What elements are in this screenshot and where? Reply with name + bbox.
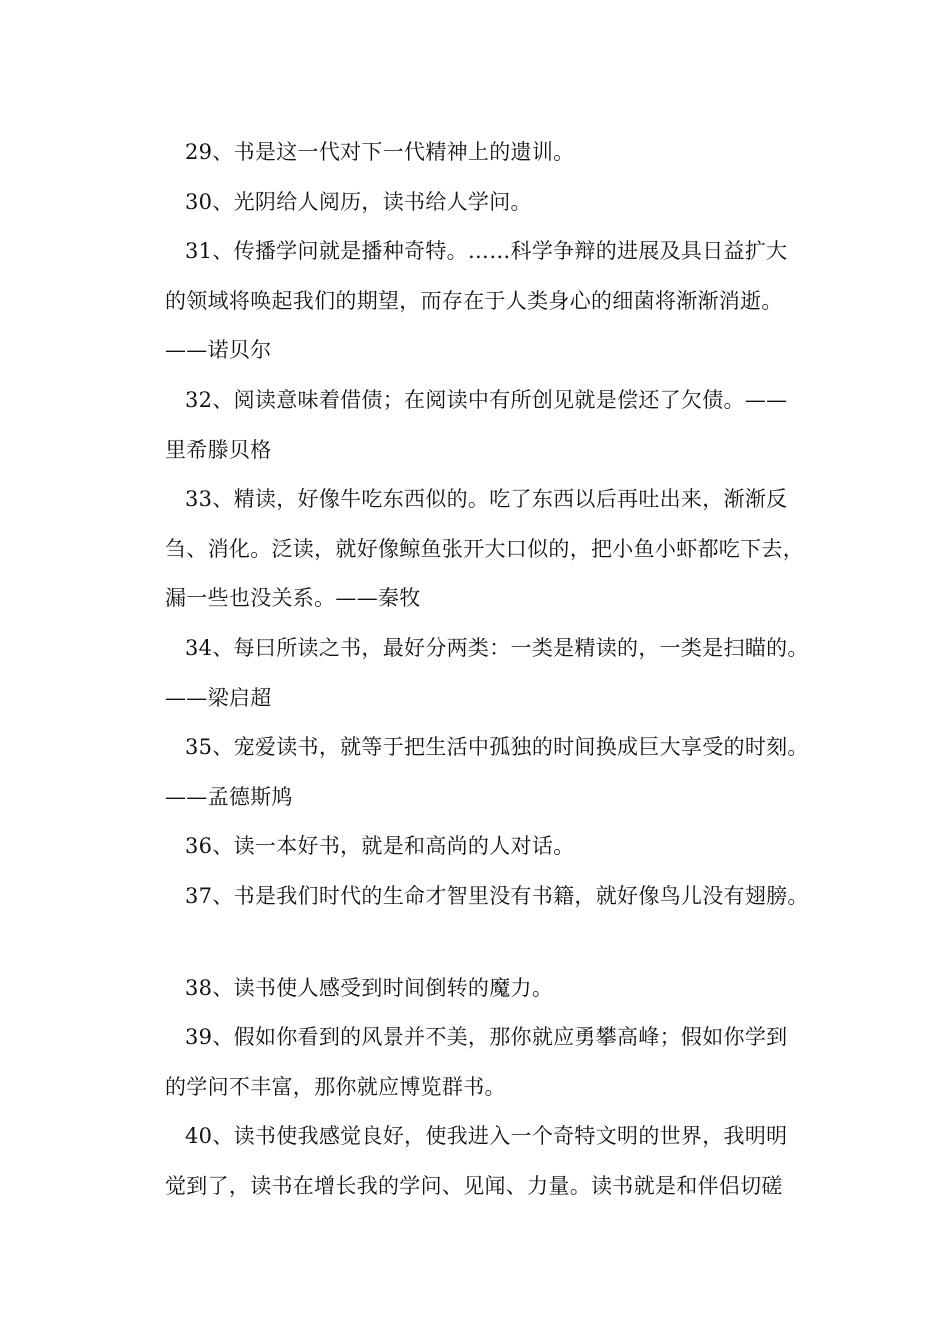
paragraph-line: 35、宠爱读书，就等于把生活中孤独的时间换成巨大享受的时刻。 (185, 735, 809, 760)
paragraph-line: 32、阅读意味着借债；在阅读中有所创见就是偿还了欠债。—— (185, 387, 788, 412)
paragraph-line: 34、每曰所读之书，最好分两类：一类是精读的，一类是扫瞄的。 (185, 635, 809, 660)
paragraph-39 (145, 1013, 813, 1112)
paragraph-line: 觉到了，读书在增长我的学问、见闻、力量。读书就是和伴侣切磋 (165, 1173, 783, 1198)
paragraph-line: 31、传播学问就是播种奇特。……科学争辩的进展及具日益扩大 (185, 239, 788, 264)
paragraph-line: 36、读一本好书，就是和高尚的人对话。 (185, 834, 575, 859)
paragraph-gap (145, 922, 813, 964)
paragraph-40 (145, 1112, 813, 1211)
paragraph-29 (145, 128, 813, 178)
paragraph-38 (145, 964, 813, 1014)
paragraph-line: 38、读书使人感受到时间倒转的魔力。 (185, 975, 554, 1000)
paragraph-line: 40、读书使我感觉良好，使我进入一个奇特文明的世界，我明明 (185, 1124, 788, 1149)
paragraph-line: 37、书是我们时代的生命才智里没有书籍，就好像鸟儿没有翅膀。 (185, 883, 809, 908)
paragraph-line: ——梁启超 (165, 685, 272, 710)
paragraph-37 (145, 872, 813, 922)
paragraph-34 (145, 624, 813, 723)
paragraph-line: ——诺贝尔 (165, 338, 272, 363)
paragraph-31 (145, 227, 813, 376)
paragraph-36 (145, 822, 813, 872)
paragraph-line: 39、假如你看到的风景并不美，那你就应勇攀高峰；假如你学到 (185, 1025, 788, 1050)
paragraph-line: 29、书是这一代对下一代精神上的遗训。 (185, 140, 575, 164)
paragraph-33 (145, 475, 813, 624)
paragraph-30 (145, 178, 813, 228)
paragraph-line: 的领域将唤起我们的期望，而存在于人类身心的细菌将渐渐消逝。 (165, 288, 783, 313)
document-body (145, 128, 813, 1211)
paragraph-line: 30、光阴给人阅历，读书给人学问。 (185, 189, 532, 214)
paragraph-35 (145, 723, 813, 822)
paragraph-line: 漏一些也没关系。——秦牧 (165, 586, 421, 611)
paragraph-32 (145, 376, 813, 475)
paragraph-line: 里希滕贝格 (165, 437, 272, 462)
paragraph-line: 33、精读，好像牛吃东西似的。吃了东西以后再吐出来，渐渐反 (185, 487, 788, 512)
paragraph-line: 的学问不丰富，那你就应博览群书。 (165, 1074, 506, 1099)
paragraph-line: ——孟德斯鸠 (165, 784, 293, 809)
paragraph-line: 刍、消化。泛读，就好像鲸鱼张开大口似的，把小鱼小虾都吃下去， (165, 536, 804, 561)
